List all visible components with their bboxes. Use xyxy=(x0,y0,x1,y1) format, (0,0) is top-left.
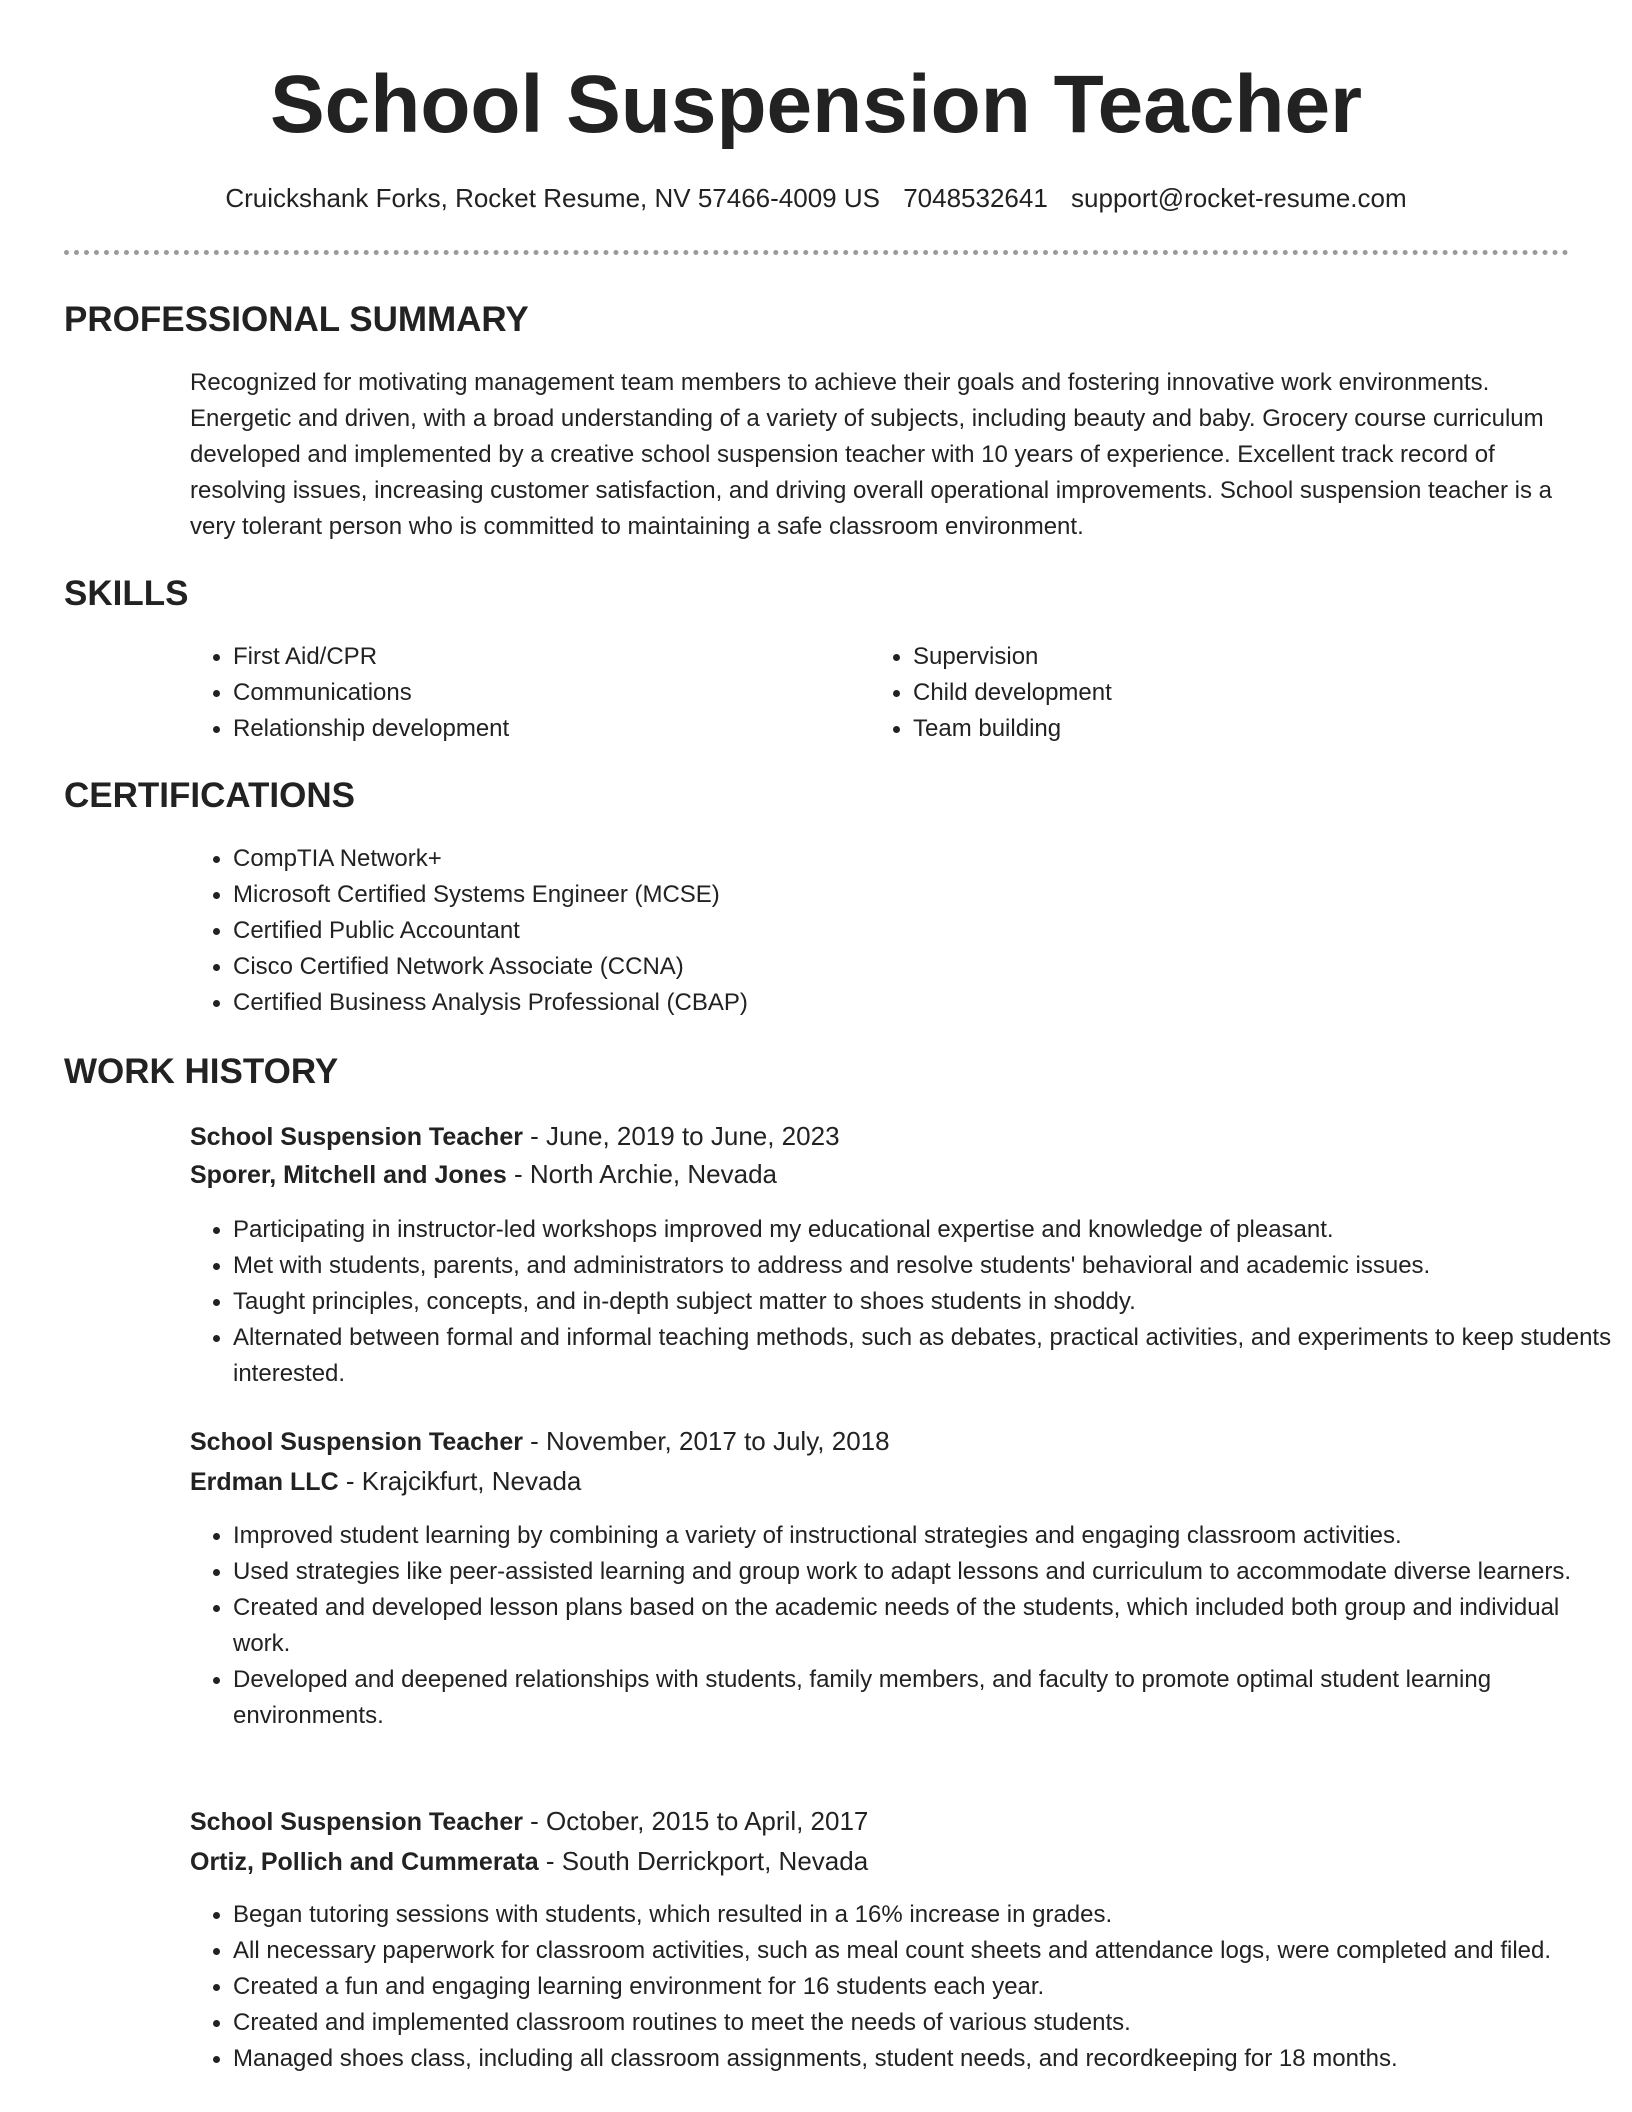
job-bullet: • Taught principles, concepts, and in-depth subject matter to shoes students in shoddy. xyxy=(233,1284,1613,1320)
certification-item: • Certified Business Analysis Professional (CBAP) xyxy=(233,985,1613,1021)
job-bullet: • Improved student learning by combining a variety of instructional strategies and engaging classroom activities. xyxy=(233,1518,1613,1554)
job-dates: - June, 2019 to June, 2023 xyxy=(522,1121,840,1151)
certification-item: • CompTIA Network+ xyxy=(233,841,1613,877)
job-bullet: • Developed and deepened relationships with students, family members, and faculty to promote optimal student learning environments. xyxy=(233,1662,1613,1734)
job-bullet: • Began tutoring sessions with students, which resulted in a 16% increase in grades. xyxy=(233,1897,1613,1933)
certification-item: • Certified Public Accountant xyxy=(233,913,1613,949)
skill-item: • Relationship development xyxy=(233,711,833,747)
job-company-line xyxy=(190,1462,581,1501)
certifications-heading: CERTIFICATIONS xyxy=(64,776,356,815)
certification-item: • Cisco Certified Network Associate (CCNA) xyxy=(233,949,1613,985)
job-title: School Suspension Teacher xyxy=(190,1123,523,1151)
summary-text: Recognized for motivating management team members to achieve their goals and fostering innovative work environments. Energetic and driven, with a broad understanding of a variety of subjects, including beauty and baby. Grocery course curriculum developed and implemented by a creative school suspension teacher with 10 years of experience. Excellent track record of resolving issues, increasing customer satisfaction, and driving overall operational improvements. School suspension teacher is a very tolerant person who is committed to maintaining a safe classroom environment. xyxy=(190,369,1553,540)
job-bullet: • Created and implemented classroom routines to meet the needs of various students. xyxy=(233,2005,1613,2041)
work-history-heading: WORK HISTORY xyxy=(64,1052,339,1091)
certification-item: • Microsoft Certified Systems Engineer (MCSE) xyxy=(233,877,1613,913)
job-bullet: • Created and developed lesson plans based on the academic needs of the students, which included both group and individual work. xyxy=(233,1590,1613,1662)
job-location: - South Derrickport, Nevada xyxy=(538,1846,869,1876)
job-bullets xyxy=(190,1212,1613,1392)
job-company: Ortiz, Pollich and Cummerata xyxy=(190,1848,539,1876)
job-bullets xyxy=(190,1518,1613,1734)
job-company: Erdman LLC xyxy=(190,1468,339,1496)
job-location: - North Archie, Nevada xyxy=(506,1159,777,1189)
skill-item: • Communications xyxy=(233,675,833,711)
header-divider xyxy=(64,250,1569,255)
skill-item: • Child development xyxy=(913,675,1513,711)
job-bullet: • Created a fun and engaging learning environment for 16 students each year. xyxy=(233,1969,1613,2005)
job-title: School Suspension Teacher xyxy=(190,1808,523,1836)
job-bullet: • Alternated between formal and informal teaching methods, such as debates, practical activities, and experiments to keep students interested. xyxy=(233,1320,1613,1392)
job-title-line xyxy=(190,1117,840,1156)
job-bullet: • Used strategies like peer-assisted learning and group work to adapt lessons and curriculum to accommodate diverse learners. xyxy=(233,1554,1613,1590)
job-location: - Krajcikfurt, Nevada xyxy=(338,1466,582,1496)
job-title-line xyxy=(190,1802,868,1841)
job-bullets xyxy=(190,1897,1613,2077)
skills-list-right xyxy=(870,639,1513,747)
job-bullet: • Met with students, parents, and administrators to address and resolve students' behavioral and academic issues. xyxy=(233,1248,1613,1284)
job-title-line xyxy=(190,1422,890,1461)
job-bullet: • Participating in instructor-led workshops improved my educational expertise and knowledge of pleasant. xyxy=(233,1212,1613,1248)
job-bullet: • All necessary paperwork for classroom activities, such as meal count sheets and attendance logs, were completed and filed. xyxy=(233,1933,1613,1969)
contact-email: support@rocket-resume.com xyxy=(1071,183,1407,213)
skill-item: • Supervision xyxy=(913,639,1513,675)
job-bullet: • Managed shoes class, including all classroom assignments, student needs, and recordkeeping for 18 months. xyxy=(233,2041,1613,2077)
job-company: Sporer, Mitchell and Jones xyxy=(190,1161,507,1189)
job-title: School Suspension Teacher xyxy=(190,1428,523,1456)
job-company-line xyxy=(190,1842,868,1881)
certifications-list xyxy=(190,841,1613,1021)
contact-address: Cruickshank Forks, Rocket Resume, NV 57466-4009 US xyxy=(225,183,880,213)
skills-heading: SKILLS xyxy=(64,574,189,613)
summary-heading: PROFESSIONAL SUMMARY xyxy=(64,300,529,339)
contact-line xyxy=(0,180,1632,216)
contact-phone: 7048532641 xyxy=(903,183,1048,213)
job-dates: - October, 2015 to April, 2017 xyxy=(522,1806,869,1836)
skill-item: • First Aid/CPR xyxy=(233,639,833,675)
job-dates: - November, 2017 to July, 2018 xyxy=(522,1426,890,1456)
skill-item: • Team building xyxy=(913,711,1513,747)
job-company-line xyxy=(190,1155,777,1194)
skills-list-left xyxy=(190,639,833,747)
resume-title: School Suspension Teacher xyxy=(269,59,1363,150)
